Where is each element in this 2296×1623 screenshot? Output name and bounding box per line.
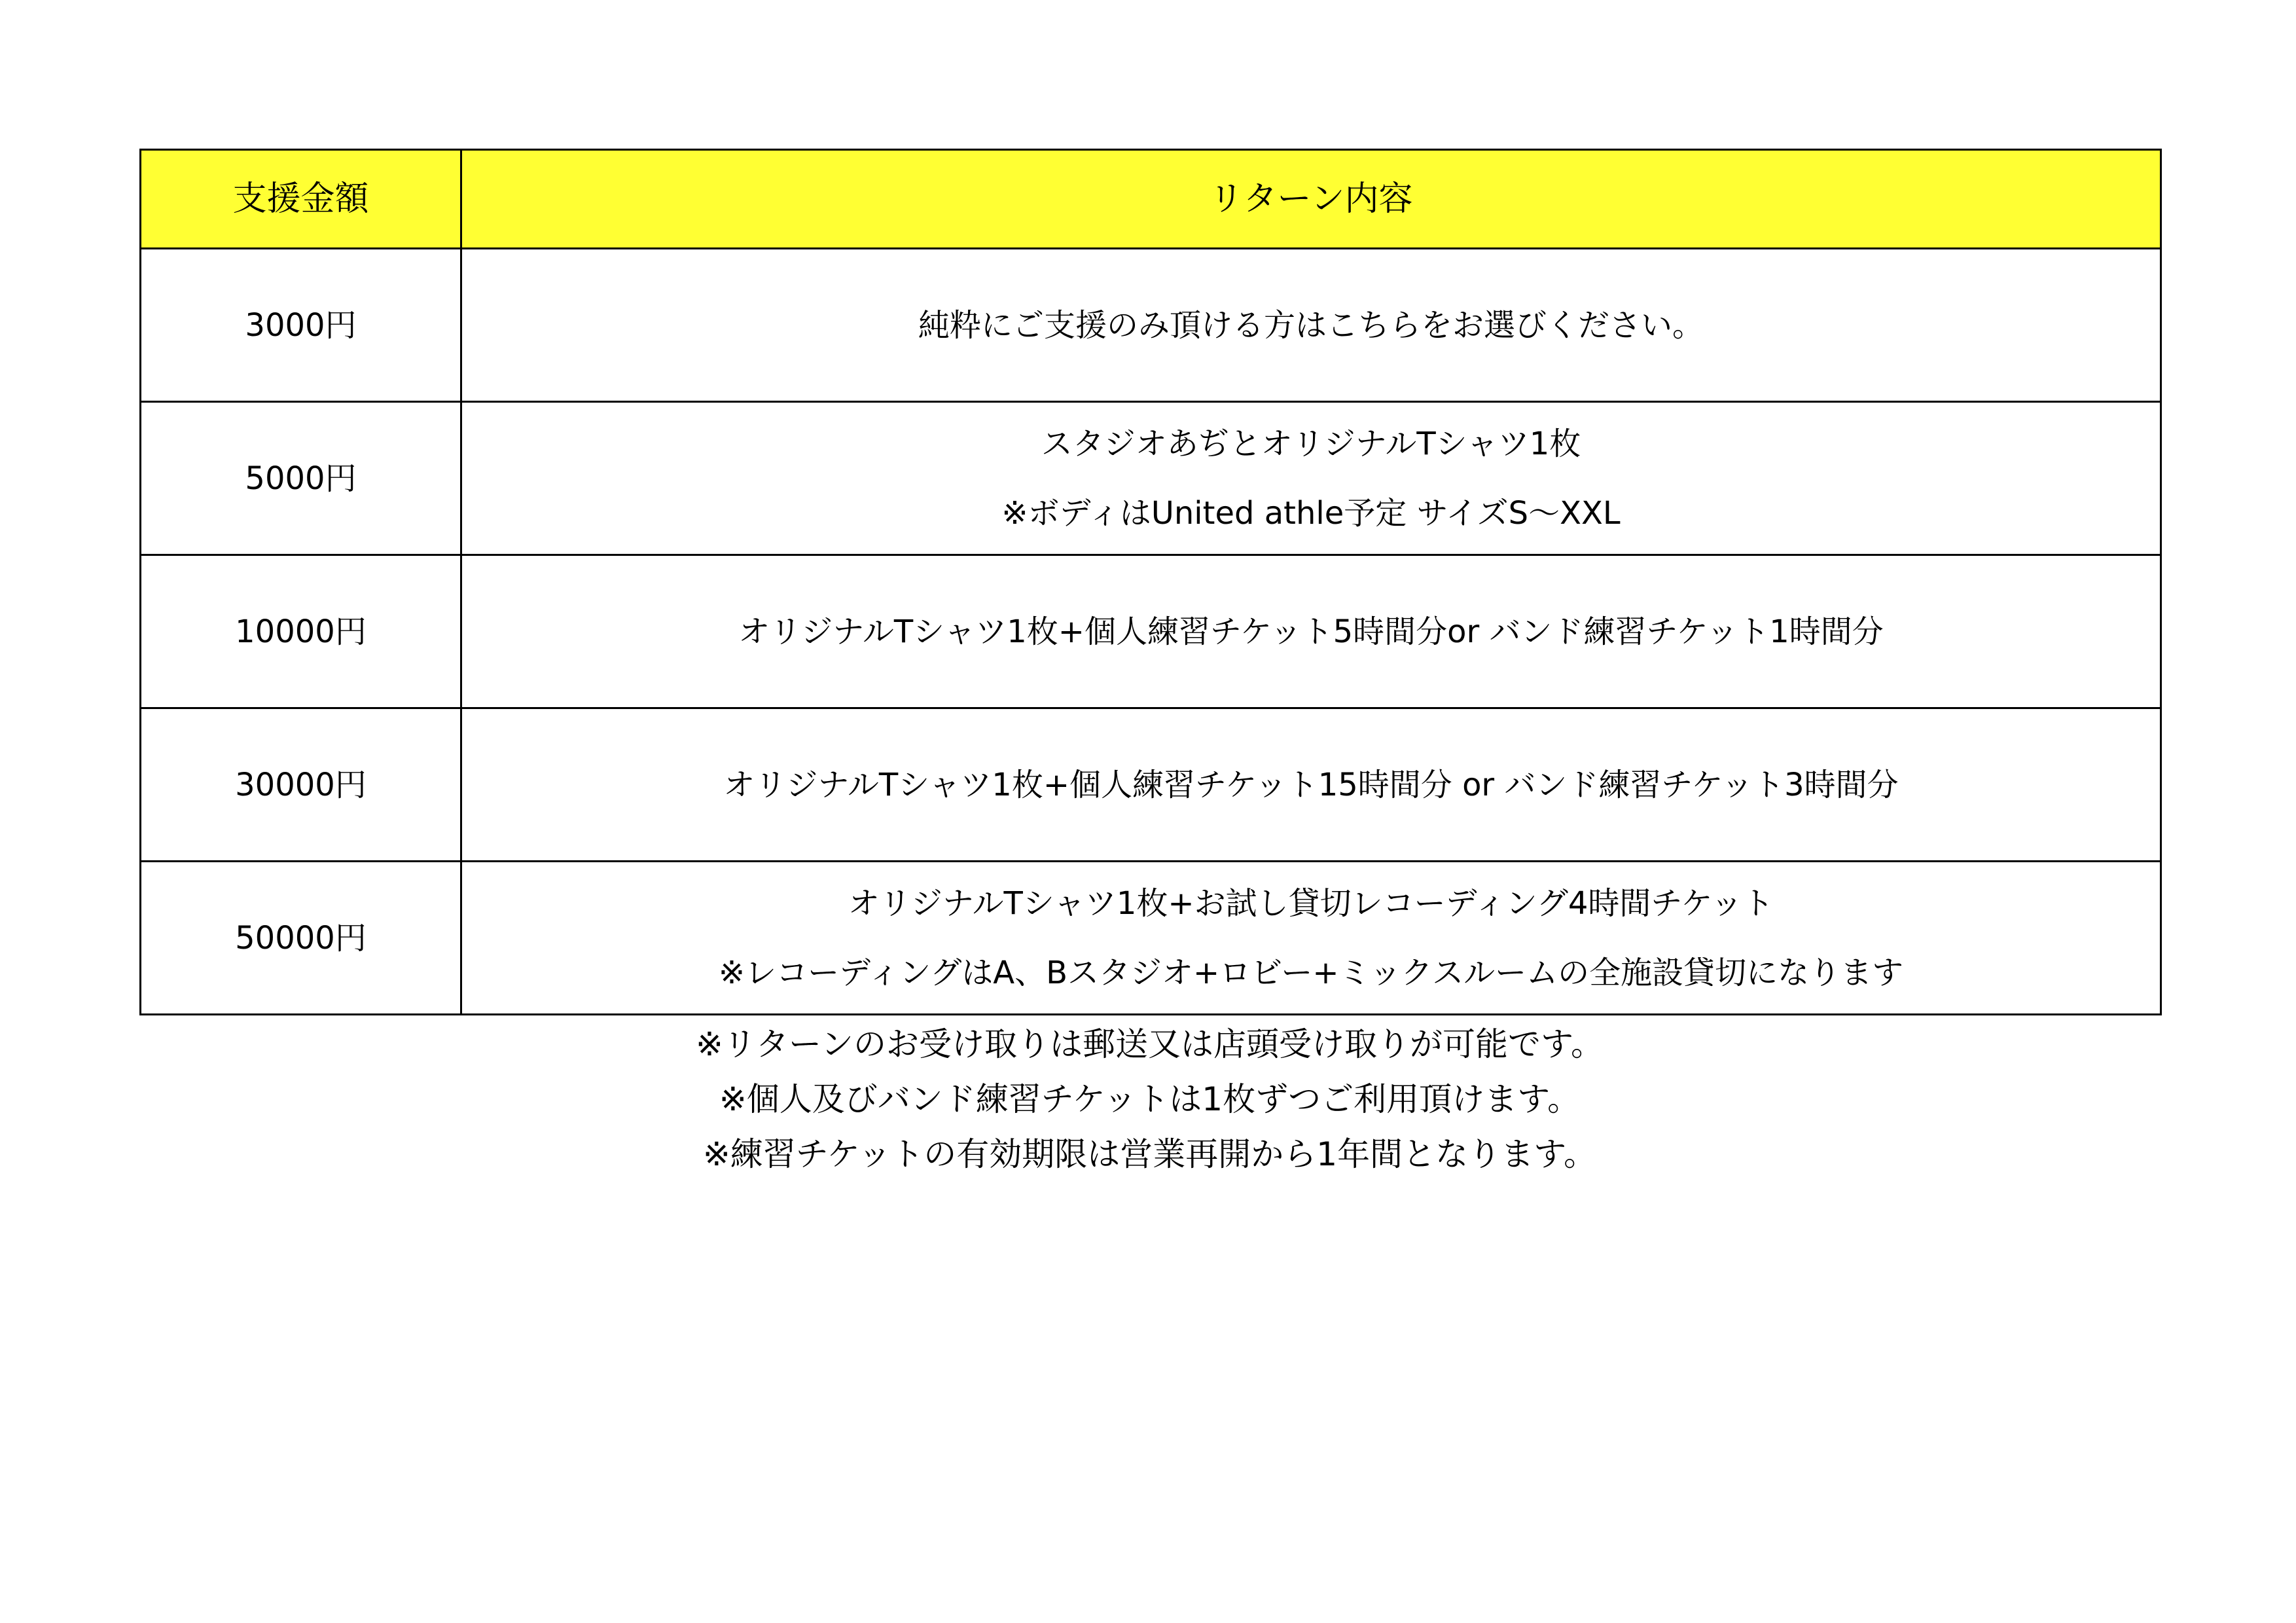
- amount-cell: 50000円: [141, 862, 461, 1015]
- note-item: ※練習チケットの有効期限は営業再開から1年間となります。: [702, 1135, 1597, 1173]
- content-line: ※ボディはUnited athle予定 サイズS～XXL: [1001, 494, 1621, 532]
- amount-cell: 5000円: [141, 402, 461, 555]
- content-line: オリジナルTシャツ1枚+個人練習チケット5時間分or バンド練習チケット1時間分: [738, 613, 1884, 650]
- return-table: [139, 149, 2162, 1015]
- content-cell: [461, 555, 2161, 708]
- content-line: ※レコーディングはA、Bスタジオ+ロビー+ミックスルームの全施設貸切になります: [718, 954, 1904, 991]
- content-cell: [461, 402, 2161, 555]
- content-cell: [461, 862, 2161, 1015]
- content-line: オリジナルTシャツ1枚+個人練習チケット15時間分 or バンド練習チケット3時間分: [723, 766, 1899, 803]
- table-row: [141, 555, 2161, 708]
- notes-list: [139, 1025, 2160, 1193]
- amount-cell: 30000円: [141, 708, 461, 862]
- table-row: [141, 862, 2161, 1015]
- content-cell: [461, 708, 2161, 862]
- table-header-row: [141, 150, 2161, 249]
- content-line: スタジオあぢとオリジナルTシャツ1枚: [1041, 425, 1581, 462]
- amount-cell: 10000円: [141, 555, 461, 708]
- note-item: ※個人及びバンド練習チケットは1枚ずつご利用頂けます。: [719, 1080, 1581, 1118]
- header-amount: 支援金額: [141, 150, 461, 249]
- note-item: ※リターンのお受け取りは郵送又は店頭受け取りが可能です。: [696, 1025, 1604, 1063]
- header-content: リターン内容: [461, 150, 2161, 249]
- table-row: [141, 249, 2161, 402]
- content-line: オリジナルTシャツ1枚+お試し貸切レコーディング4時間チケット: [848, 884, 1774, 922]
- amount-cell: 3000円: [141, 249, 461, 402]
- table-row: [141, 708, 2161, 862]
- content-line: 純粋にご支援のみ頂ける方はこちらをお選びください。: [918, 306, 1704, 344]
- table-row: [141, 402, 2161, 555]
- content-cell: [461, 249, 2161, 402]
